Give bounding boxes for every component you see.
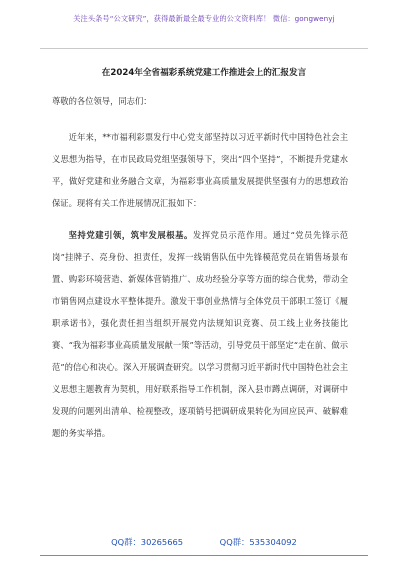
- paragraph-party-leadership: [52, 224, 348, 444]
- salutation: 尊敬的各位领导，同志们：: [52, 96, 152, 106]
- footer-qq-group-2: QQ群：535304092: [219, 537, 297, 547]
- document-title: 在2024年全省福彩系统党建工作推进会上的汇报发言: [101, 68, 307, 78]
- footer-qq-group-1: QQ群：30265665: [111, 537, 184, 547]
- footer-divider: [40, 555, 368, 556]
- paragraph-body-text: 发挥党员示范作用。通过“党员先锋示范岗”挂牌子、亮身份、担责任，发挥一线销售队伍中先锋模范党员在销售场景布置、购彩环境营造、新媒体营销推广、成功经验分享等方面的综合优势，带动全市销售网点建设水平整体提升。激发干事创业热情与全体党员干部职工签订《履职承诺书》，强化责任担当组织开展党内法规知识竞赛、员工线上业务技能比赛、“我为福彩事业高质量发展献一策”等活动，引导党员干部坚定“走在前、做示范”的信心和决心。深入开展调查研究。以学习贯彻习近平新时代中国特色社会主义思想主题教育为契机，用好联系指导工作机制，深入县市蹲点调研，对调研中发现的问题列出清单、检视整改，逐项销号把调研成果转化为回应民声、破解难题的务实举措。: [52, 230, 348, 438]
- header-divider: [40, 48, 368, 49]
- footer-contacts: [0, 536, 408, 548]
- paragraph-lead-heading: 坚持党建引领，筑牢发展根基。: [68, 230, 193, 240]
- paragraph-intro: 近年来，**市福利彩票发行中心党支部坚持以习近平新时代中国特色社会主义思想为指导，在市民政局党组坚强领导下，突出“四个坚持”，不断提升党建水平，做好党建和业务融合文章，为福彩事业高质量发展提供坚强有力的思想政治保证。现将有关工作进展情况汇报如下：: [52, 132, 348, 208]
- document-body: [52, 90, 348, 444]
- header-promo-note: 关注头条号“公文研究”，获得最新最全最专业的公文资料库！ 微信：gongwenyj: [73, 14, 335, 23]
